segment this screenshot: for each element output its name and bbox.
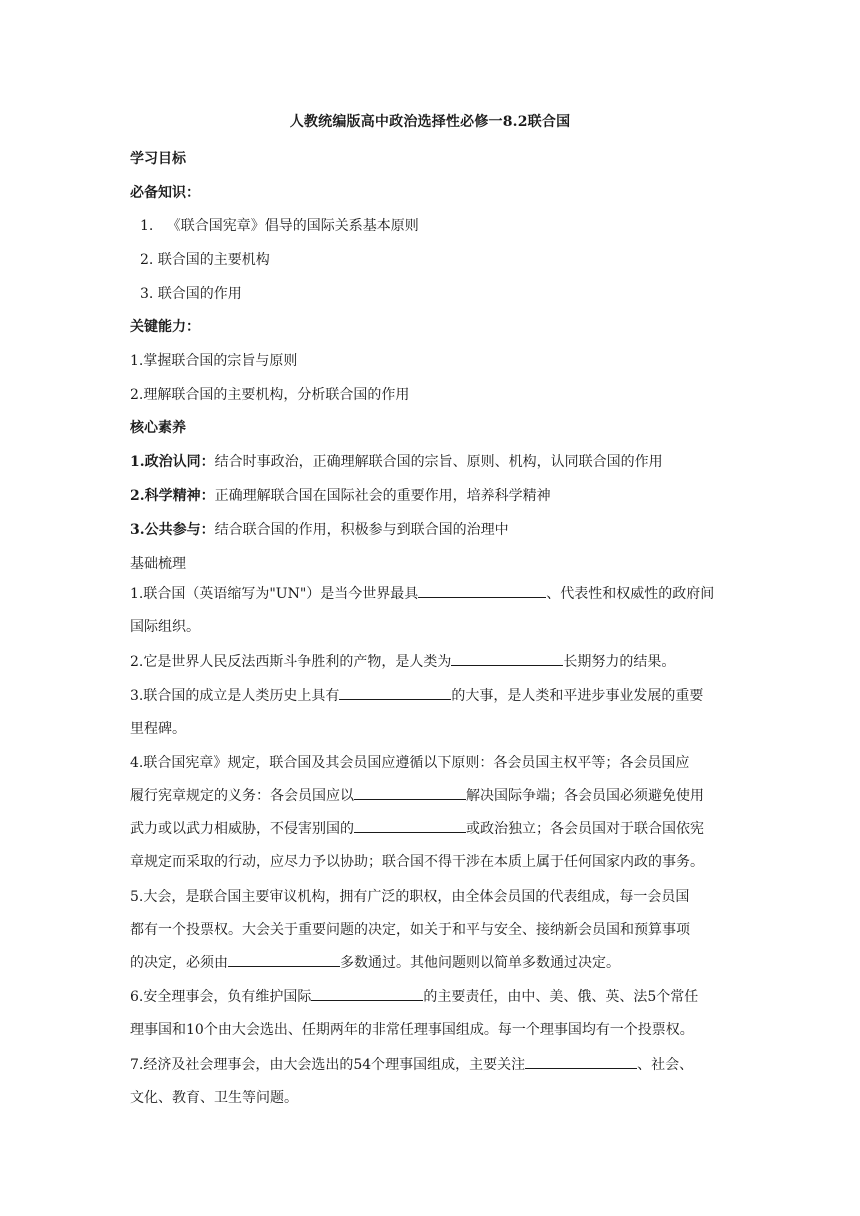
fill-blank[interactable] (354, 818, 466, 833)
fill-blank[interactable] (418, 583, 546, 598)
literacy-item: 3.公共参与：结合联合国的作用，积极参与到联合国的治理中 (130, 522, 509, 538)
fill-blank[interactable] (525, 1054, 637, 1069)
paragraph-5: 5.大会，是联合国主要审议机构，拥有广泛的职权，由全体会员国的代表组成，每一会员国 都有一个投票权。大会关于重要问题的决定，如关于和平与安全、接纳新会员国和预算事项 的决定，必须由 多数通过。其他问题则以简单多数通过决定。 (130, 889, 690, 971)
heading-ability: 关键能力： (130, 319, 200, 335)
ability-item: 2.理解联合国的主要机构，分析联合国的作用 (130, 387, 410, 403)
literacy-item: 1.政治认同：结合时事政治，正确理解联合国的宗旨、原则、机构，认同联合国的作用 (130, 454, 663, 470)
fill-blank[interactable] (339, 685, 451, 700)
paragraph-7: 7.经济及社会理事会，由大会选出的54个理事国组成，主要关注 、社会、 文化、教育、卫生等问题。 (130, 1049, 735, 1115)
paragraph-6: 6.安全理事会，负有维护国际 的主要责任，由中、美、俄、英、法5个常任 理事国和10个由大会选出、任期两年的非常任理事国组成。每一个理事国均有一个投票权。 (130, 981, 735, 1047)
paragraph-3: 3.联合国的成立是人类历史上具有 的大事，是人类和平进步事业发展的重要 里程碑。 (130, 680, 735, 746)
ability-item: 1.掌握联合国的宗旨与原则 (130, 353, 298, 369)
paragraph-2: 2.它是世界人民反法西斯斗争胜利的产物，是人类为 长期努力的结果。 (130, 646, 735, 679)
fill-blank[interactable] (451, 651, 563, 666)
list-item: 2. 联合国的主要机构 (140, 252, 270, 268)
heading-review: 基础梳理 (130, 556, 186, 572)
fill-blank[interactable] (228, 952, 340, 967)
heading-literacy: 核心素养 (130, 420, 186, 436)
list-item: 1. 《联合国宪章》倡导的国际关系基本原则 (140, 218, 419, 234)
literacy-item: 2.科学精神：正确理解联合国在国际社会的重要作用，培养科学精神 (130, 488, 551, 504)
heading-goals: 学习目标 (130, 151, 186, 167)
fill-blank[interactable] (354, 785, 466, 800)
paragraph-1: 1.联合国（英语缩写为"UN"）是当今世界最具 、代表性和权威性的政府间 国际组织。 (130, 578, 735, 644)
page-title: 人教统编版高中政治选择性必修一8.2联合国 (289, 114, 571, 130)
heading-knowledge: 必备知识： (130, 185, 200, 201)
fill-blank[interactable] (311, 986, 423, 1001)
paragraph-4: 4.联合国宪章》规定，联合国及其会员国应遵循以下原则：各会员国主权平等；各会员国应 履行宪章规定的义务：各会员国应以 解决国际争端；各会员国必须避免使用 武力或以武力相威胁，不侵害别国的 或政治独立；各会员国对于联合国依宪 章规定而采取的行动，应尽力予以协助；联合国不得干涉在本质上属于任何国家内政的事务。 (130, 755, 704, 870)
list-item: 3. 联合国的作用 (140, 286, 242, 302)
